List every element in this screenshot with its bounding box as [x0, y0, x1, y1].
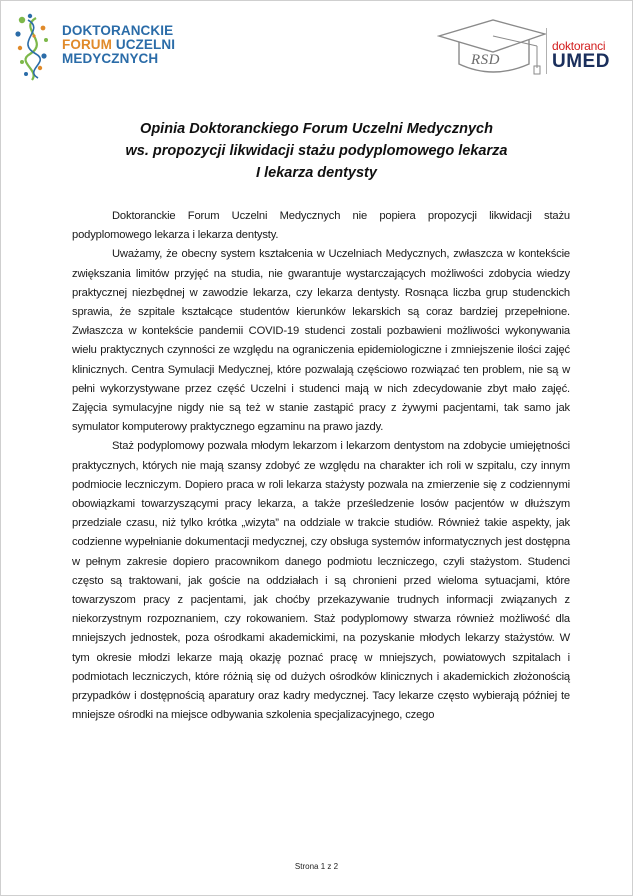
title-line-3: I lekarza dentysty	[256, 165, 377, 181]
umed-logo	[546, 28, 626, 78]
paragraph-3: Staż podyplomowy pozwala młodym lekarzom i lekarzom dentystom na zdobycie umiejętności praktycznych, których nie mają szansy zdobyć ze względu na charakter ich roli w szpitalu, czy innym podmiocie leczniczym. Dopiero praca w roli lekarza stażysty pozwala na zmierzenie się z codziennymi obowiązkami towarzyszącymi pracy lekarza, a także prześledzenie losów pacjentów w dłuższym przedziale czasu, niż tylko krótka „wizyta” na oddziale w trakcie studiów. Również takie aspekty, jak codzienne wypełnianie dokumentacji medycznej, czy obsługa systemów informatycznych jest dostępna w pełnym zakresie dopiero pracownikom danego podmiotu leczniczego, czyli stażystom. Studenci często są traktowani, jak goście na oddziałach i są chronieni przed wieloma sytuacjami, które towarzyszom pracy z pacjentami, jak choćby przekazywanie trudnych informacji związanych z niekorzystnym rozpoznaniem, czy rokowaniem. Staż podyplomowy stwarza również możliwość dla mniejszych jednostek, poza ośrodkami akademickimi, na pozyskanie młodych lekarzy stażystów. W tym okresie młodzi lekarze mają okazję poznać pracę w mniejszych, powiatowych szpitalach i podmiotach leczniczych, które różnią się od dużych ośrodków klinicznych i akademickich złożonością przypadków i dostępnością aparatury oraz kadry medycznej. Tacy lekarze często wybierają później te mniejsze ośrodki na miejsce odbywania szkolenia specjalizacyjnego, czego	[72, 440, 570, 722]
rsd-logo-text: RSD	[471, 52, 500, 68]
paragraph-1: Doktoranckie Forum Uczelni Medycznych nie popiera propozycji likwidacji stażu podyplomowego lekarza i lekarza dentysty.	[72, 210, 570, 242]
logo-text-line1: DOKTORANCKIE	[62, 23, 174, 38]
logo-text-line3: MEDYCZNYCH	[62, 51, 159, 66]
title-line-1: Opinia Doktoranckiego Forum Uczelni Medycznych	[140, 121, 493, 137]
document-body	[72, 207, 570, 725]
logo-text-forum: FORUM	[62, 37, 112, 52]
umed-logo-small-text: doktoranci	[552, 39, 606, 53]
title-line-2: ws. propozycji likwidacji stażu podyplomowego lekarza	[125, 143, 508, 159]
umed-logo-big-text: UMED	[552, 51, 610, 72]
graduation-cap-icon	[437, 18, 547, 80]
logo-text-line2	[62, 37, 175, 52]
dfum-logo	[10, 12, 180, 82]
document-title	[60, 118, 573, 184]
paragraph-2: Uważamy, że obecny system kształcenia w Uczelniach Medycznych, zwłaszcza w kontekście zwiększania limitów przyjęć na studia, nie gwarantuje wystarczających możliwości zdobycia wiedzy praktycznej niezbędnej w zawodzie lekarza, czy lekarza dentysty. Rosnąca liczba grup studenckich sprawia, że szpitale kształcące studentów kierunków lekarskich są coraz bardziej przepełnione. Zwłaszcza w kontekście pandemii COVID-19 studenci zostali pozbawieni możliwości wykonywania wielu praktycznych czynności ze względu na ograniczenia epidemiologiczne i zmniejszenie ilości zajęć klinicznych. Centra Symulacji Medycznej, które pozwalają częściowo rozwiązać ten problem, nie są w pełni wykorzystywane przez część Uczelni i studenci mają w nich zdecydowanie zbyt mało zajęć. Zajęcia symulacyjne nigdy nie są też w stanie zastąpić pracy z żywymi pacjentami, tak samo jak symulator komputerowy praktycznego egzaminu na prawo jazdy.	[72, 248, 570, 434]
rsd-logo	[437, 18, 547, 80]
logo-text-uczelni: UCZELNI	[115, 37, 176, 52]
dfum-emblem-icon	[10, 12, 60, 82]
page-number: Strona 1 z 2	[294, 862, 339, 871]
